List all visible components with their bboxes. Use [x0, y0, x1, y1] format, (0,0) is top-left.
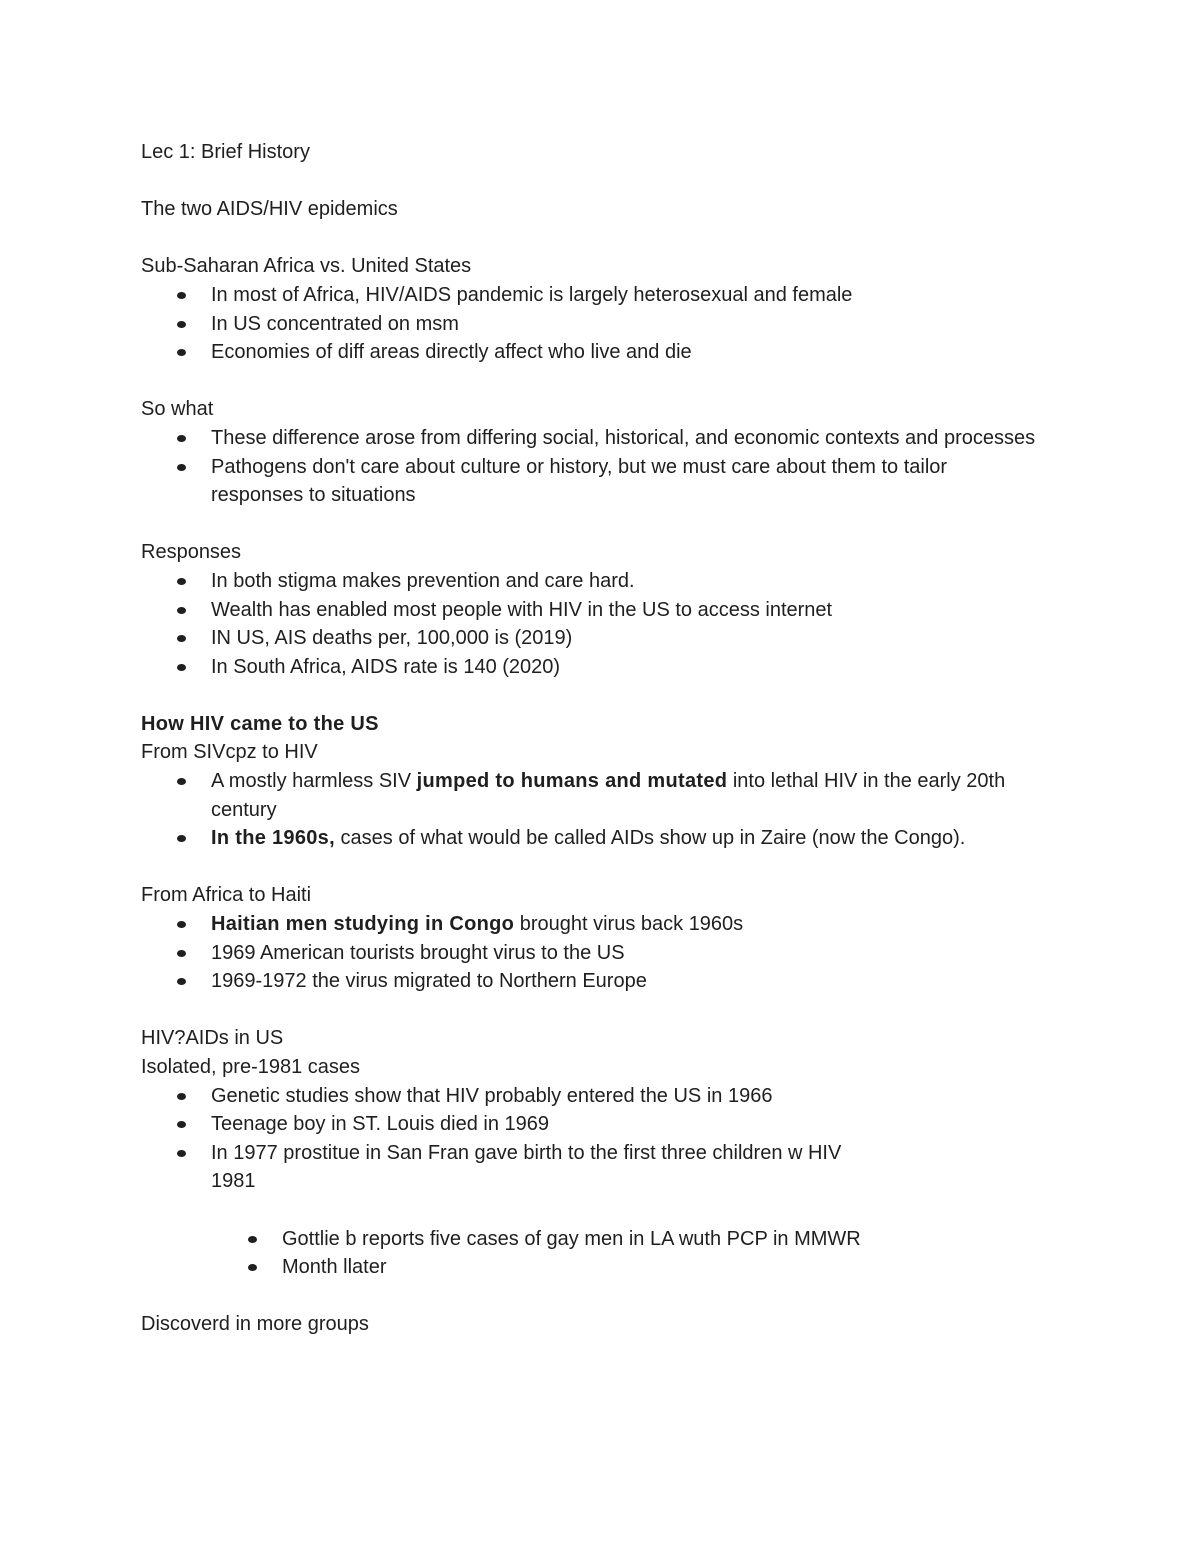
section-heading-how-hiv-came: How HIV came to the US — [141, 712, 379, 735]
section-heading-africa-haiti: From Africa to Haiti — [141, 884, 312, 907]
bullet-icon — [177, 1093, 186, 1100]
doc-title: Lec 1: Brief History — [141, 141, 310, 163]
list-item: In both stigma makes prevention and care hard. — [211, 567, 1041, 596]
list-item: 1969 American tourists brought virus to the US — [211, 939, 1041, 968]
bullet-icon — [177, 435, 186, 442]
spacer — [141, 1282, 1041, 1311]
list-item: Teenage boy in ST. Louis died in 1969 — [211, 1110, 1041, 1139]
bullet-list-sub-saharan — [141, 281, 1041, 367]
nested-bullet-list-1981 — [141, 1225, 1041, 1282]
bullet-icon — [177, 921, 186, 928]
bullet-icon — [177, 1150, 186, 1157]
bullet-icon — [248, 1236, 257, 1243]
list-item: Pathogens don't care about culture or history, but we must care about them to tailor responses to situations — [211, 453, 1041, 510]
list-item: 1969-1972 the virus migrated to Northern Europe — [211, 967, 1041, 996]
list-item: Gottlie b reports five cases of gay men in LA wuth PCP in MMWR — [282, 1225, 1041, 1254]
bullet-list-responses — [141, 567, 1041, 681]
bullet-icon — [177, 321, 186, 328]
bullet-icon — [177, 950, 186, 957]
bullet-icon — [177, 292, 186, 299]
bullet-icon — [177, 578, 186, 585]
list-item: Economies of diff areas directly affect who live and die — [211, 338, 1041, 367]
bullet-list-sivcpz — [141, 767, 1041, 853]
section-subheading-sivcpz: From SIVcpz to HIV — [141, 741, 318, 764]
spacer — [141, 167, 1041, 196]
bullet-list-so-what — [141, 424, 1041, 510]
list-item: Genetic studies show that HIV probably entered the US in 1966 — [211, 1082, 1041, 1111]
spacer — [141, 1196, 1041, 1225]
bullet-icon — [177, 635, 186, 642]
spacer — [141, 681, 1041, 710]
doc-subtitle: The two AIDS/HIV epidemics — [141, 198, 398, 221]
bullet-icon — [177, 464, 186, 471]
section-heading-sub-saharan: Sub-Saharan Africa vs. United States — [141, 255, 472, 278]
list-item: IN US, AIS deaths per, 100,000 is (2019) — [211, 624, 1041, 653]
bullet-icon — [177, 349, 186, 356]
section-heading-responses: Responses — [141, 541, 242, 564]
bullet-icon — [177, 978, 186, 985]
bullet-icon — [248, 1264, 257, 1271]
spacer — [141, 510, 1041, 539]
bullet-icon — [177, 1121, 186, 1128]
bullet-list-africa-haiti — [141, 910, 1041, 996]
section-subheading-pre-1981: Isolated, pre-1981 cases — [141, 1056, 361, 1078]
section-heading-hiv-aids-us: HIV?AIDs in US — [141, 1027, 284, 1050]
list-item: A mostly harmless SIV jumped to humans and mutated into lethal HIV in the early 20th century — [211, 767, 1041, 824]
list-item: Wealth has enabled most people with HIV in the US to access internet — [211, 596, 1041, 625]
spacer — [141, 224, 1041, 253]
bullet-icon — [177, 835, 186, 842]
section-heading-discovered: Discoverd in more groups — [141, 1313, 369, 1336]
bullet-icon — [177, 778, 186, 785]
spacer — [141, 853, 1041, 882]
list-item: In the 1960s, cases of what would be called AIDs show up in Zaire (now the Congo). — [211, 824, 1041, 853]
document-body — [141, 138, 1041, 1339]
section-heading-so-what: So what — [141, 398, 214, 421]
spacer — [141, 996, 1041, 1025]
bullet-icon — [177, 664, 186, 671]
list-item: In most of Africa, HIV/AIDS pandemic is largely heterosexual and female — [211, 281, 1041, 310]
bullet-icon — [177, 607, 186, 614]
list-item: In South Africa, AIDS rate is 140 (2020) — [211, 653, 1041, 682]
list-item: Month llater — [282, 1253, 1041, 1282]
list-item: In US concentrated on msm — [211, 310, 1041, 339]
list-item: Haitian men studying in Congo brought virus back 1960s — [211, 910, 1041, 939]
list-item: In 1977 prostitue in San Fran gave birth to the first three children w HIV 1981 — [211, 1139, 1041, 1196]
list-item: These difference arose from differing social, historical, and economic contexts and processes — [211, 424, 1041, 453]
bullet-list-pre-1981 — [141, 1082, 1041, 1196]
continuation-text: 1981 — [211, 1170, 256, 1193]
spacer — [141, 367, 1041, 396]
